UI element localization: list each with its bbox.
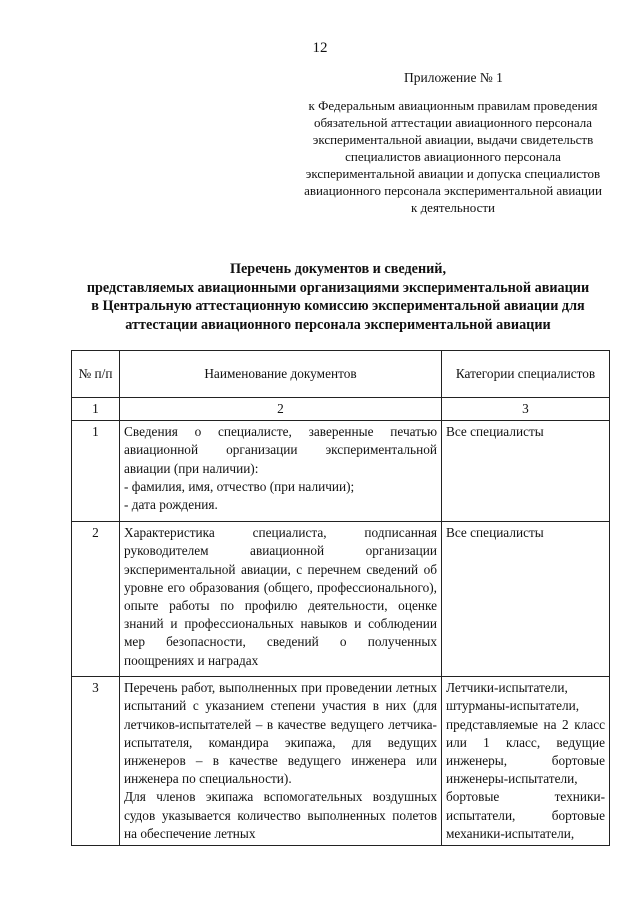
table-row bbox=[72, 421, 610, 522]
header-num: № п/п bbox=[72, 351, 120, 398]
table-row bbox=[72, 522, 610, 677]
table-index-row bbox=[72, 398, 610, 421]
row-document bbox=[120, 421, 442, 522]
table-row bbox=[72, 677, 610, 846]
row-category: Летчики-испытатели, штурманы-испытатели, представляемые на 2 класс или 1 класс, ведущие инженеры, бортовые инженеры-испытатели, бортовые техники-испытатели, бортовые механики-испытатели, bbox=[442, 677, 610, 846]
appendix-label: Приложение № 1 bbox=[404, 70, 503, 85]
row-number: 3 bbox=[72, 677, 120, 846]
index-cell: 3 bbox=[442, 398, 610, 421]
index-cell: 2 bbox=[120, 398, 442, 421]
row-document: Характеристика специалиста, подписанная руководителем авиационной организации экспериментальной авиации, с перечнем сведений об уровне его образования (общего, профессионального), опыте работы по профилю деятельности, оценке знаний и профессиональных навыков и соблюдении мер безопасности, сведений о полученных поощрениях и наградах bbox=[120, 522, 442, 677]
page-number: 12 bbox=[312, 40, 328, 56]
appendix-reference: к Федеральным авиационным правилам проведения обязательной аттестации авиационного персонала экспериментальной авиации, выдачи свидетельств специалистов авиационного персонала экспериментальной авиации и допуска специалистов авиационного персонала экспериментальной авиации к деятельности bbox=[304, 98, 602, 215]
title-line-4: аттестации авиационного персонала экспериментальной авиации bbox=[125, 316, 551, 333]
header-name: Наименование документов bbox=[120, 351, 442, 398]
row-number: 1 bbox=[72, 421, 120, 522]
title-line-3: в Центральную аттестационную комиссию экспериментальной авиации для bbox=[91, 298, 585, 314]
document-text-continued: Для членов экипажа вспомогательных воздушных судов указывается количество выполненных полетов на обеспечение летных bbox=[124, 789, 437, 841]
document-text: Сведения о специалисте, заверенные печатью авиационной организации экспериментальной авиации (при наличии): bbox=[124, 424, 437, 476]
document-title bbox=[40, 260, 636, 334]
row-document bbox=[120, 677, 442, 846]
row-number: 2 bbox=[72, 522, 120, 677]
index-cell: 1 bbox=[72, 398, 120, 421]
table-header-row bbox=[72, 351, 610, 398]
title-line-1: Перечень документов и сведений, bbox=[229, 261, 447, 277]
document-list-item: - дата рождения. bbox=[124, 497, 218, 513]
row-category: Все специалисты bbox=[442, 522, 610, 677]
header-categories: Категории специалистов bbox=[442, 351, 610, 398]
document-list-item: - фамилия, имя, отчество (при наличии); bbox=[124, 478, 355, 494]
title-line-2: представляемых авиационными организациями экспериментальной авиации bbox=[86, 279, 590, 296]
documents-table bbox=[71, 350, 610, 846]
row-category: Все специалисты bbox=[442, 421, 610, 522]
document-text: Перечень работ, выполненных при проведении летных испытаний с указанием степени участия в них (для летчиков-испытателей – в качестве ведущего летчика-испытателя, командира экипажа, для ведущих инженеров – в качестве ведущего инженера или инженера по специальности). bbox=[124, 680, 437, 787]
